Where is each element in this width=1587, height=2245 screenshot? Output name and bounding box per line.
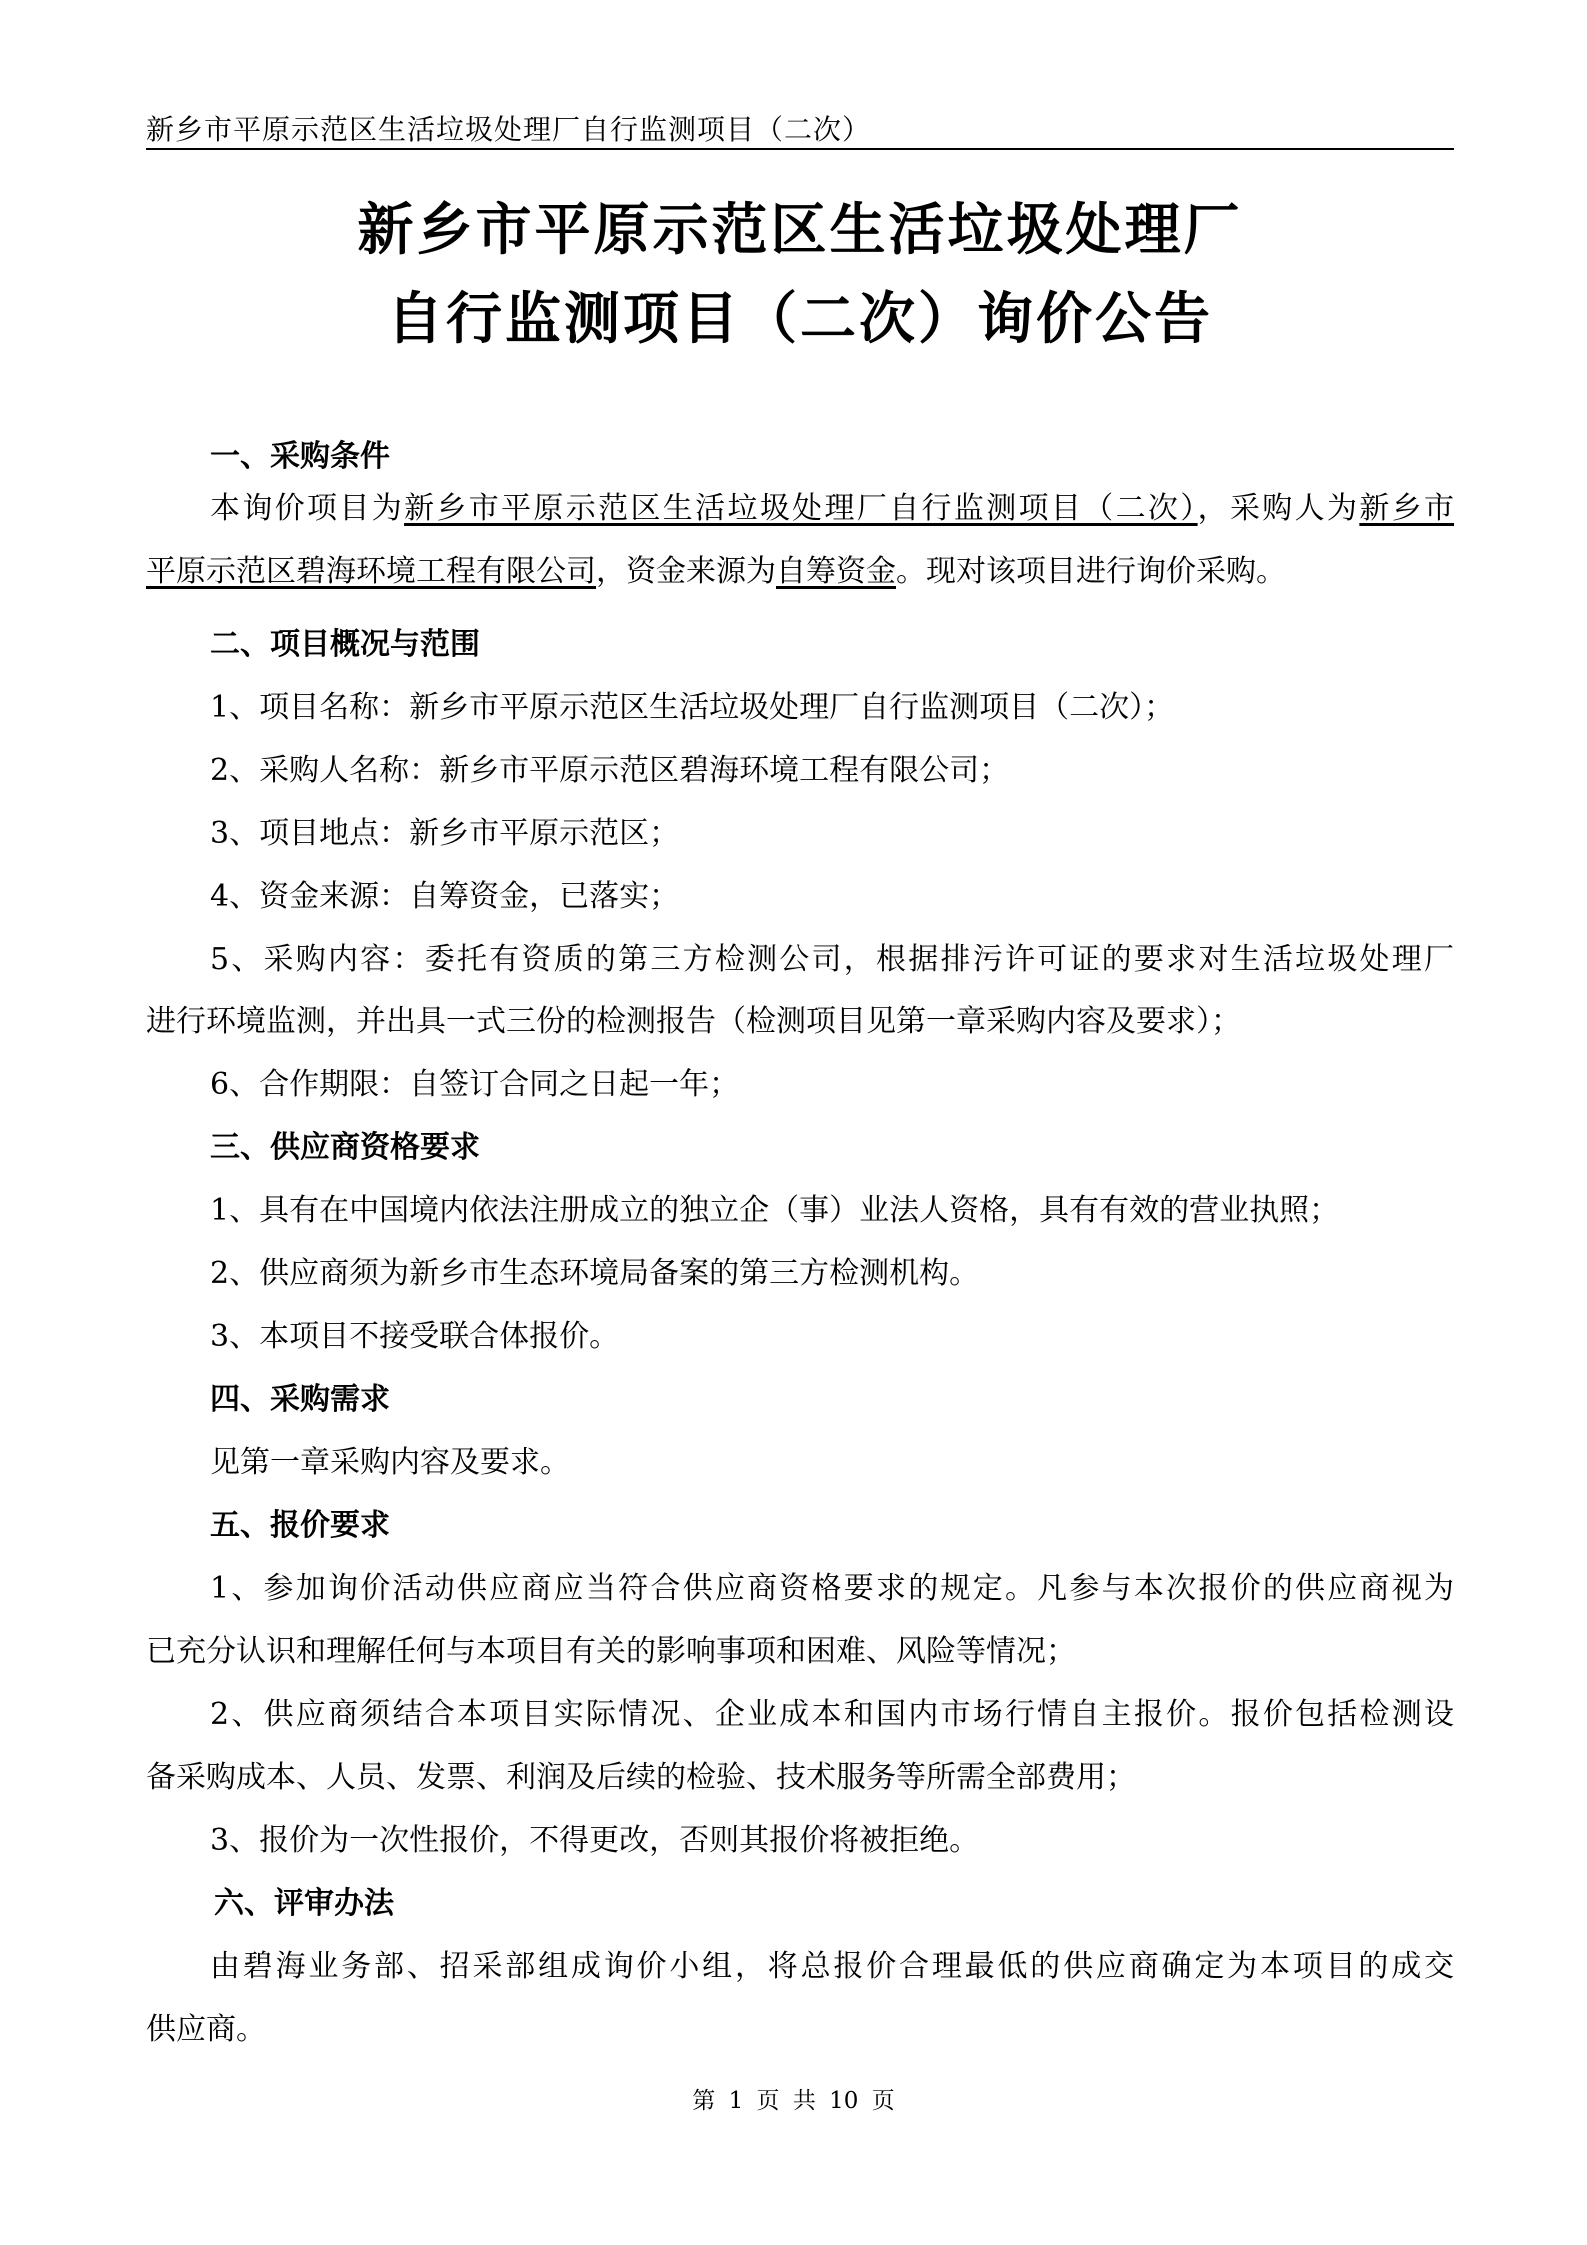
running-header — [146, 112, 1454, 150]
section-5-item-3: 3、报价为一次性报价，不得更改，否则其报价将被拒绝。 — [210, 1823, 980, 1858]
section-6-heading: 六、评审办法 — [214, 1886, 394, 1921]
document-title-line-1: 新乡市平原示范区生活垃圾处理厂 — [357, 198, 1243, 263]
section-2-item-5-line-2: 进行环境监测，并出具一式三份的检测报告（检测项目见第一章采购内容及要求）； — [146, 1004, 1241, 1039]
section-3-item-1: 1、具有在中国境内依法注册成立的独立企（事）业法人资格，具有有效的营业执照； — [210, 1193, 1340, 1228]
section-5-item-1-line-1: 1、参加询价活动供应商应当符合供应商资格要求的规定。凡参与本次报价的供应商视为 — [210, 1571, 1454, 1606]
section-6-text-line-1: 由碧海业务部、招采部组成询价小组，将总报价合理最低的供应商确定为本项目的成交 — [210, 1949, 1454, 1984]
section-1-paragraph-line-1 — [210, 489, 1454, 529]
section-3-item-2: 2、供应商须为新乡市生态环境局备案的第三方检测机构。 — [210, 1256, 980, 1291]
section-2-item-5-line-1: 5、采购内容：委托有资质的第三方检测公司，根据排污许可证的要求对生活垃圾处理厂 — [210, 942, 1454, 977]
section-1-text: 本询价项目为 — [210, 491, 405, 526]
buyer-name-underlined: 新乡市 — [1359, 491, 1455, 526]
section-4-heading: 四、采购需求 — [210, 1382, 390, 1417]
project-name-underlined: 新乡市平原示范区生活垃圾处理厂自行监测项目（二次） — [404, 491, 1198, 526]
fund-source-underlined: 自筹资金 — [776, 554, 896, 589]
section-5-heading: 五、报价要求 — [210, 1508, 390, 1543]
section-6-text-line-2: 供应商。 — [146, 2012, 266, 2047]
section-3-item-3: 3、本项目不接受联合体报价。 — [210, 1319, 620, 1354]
section-2-item-2: 2、采购人名称：新乡市平原示范区碧海环境工程有限公司； — [210, 753, 1010, 788]
section-2-heading: 二、项目概况与范围 — [210, 627, 480, 662]
page-number-footer: 第 1 页 共 10 页 — [692, 2088, 895, 2114]
section-3-heading: 三、供应商资格要求 — [210, 1130, 480, 1165]
running-header-text: 新乡市平原示范区生活垃圾处理厂自行监测项目（二次） — [146, 113, 872, 146]
section-2-item-1: 1、项目名称：新乡市平原示范区生活垃圾处理厂自行监测项目（二次）； — [210, 690, 1175, 725]
section-4-text: 见第一章采购内容及要求。 — [210, 1445, 570, 1480]
section-2-item-3: 3、项目地点：新乡市平原示范区； — [210, 816, 680, 851]
section-5-item-2-line-2: 备采购成本、人员、发票、利润及后续的检验、技术服务等所需全部费用； — [146, 1760, 1136, 1795]
section-2-item-4: 4、资金来源：自筹资金，已落实； — [210, 879, 680, 914]
document-title-line-2: 自行监测项目（二次）询价公告 — [387, 287, 1213, 352]
section-1-text: 。现对该项目进行询价采购。 — [896, 554, 1286, 589]
section-5-item-1-line-2: 已充分认识和理解任何与本项目有关的影响事项和困难、风险等情况； — [146, 1634, 1076, 1669]
buyer-name-underlined: 平原示范区碧海环境工程有限公司 — [146, 554, 596, 589]
section-1-heading: 一、采购条件 — [210, 439, 390, 474]
section-1-paragraph-line-2 — [146, 552, 1454, 592]
section-1-text: ，资金来源为 — [596, 554, 776, 589]
section-2-item-6: 6、合作期限：自签订合同之日起一年； — [210, 1067, 740, 1102]
section-5-item-2-line-1: 2、供应商须结合本项目实际情况、企业成本和国内市场行情自主报价。报价包括检测设 — [210, 1697, 1454, 1732]
section-1-text: ，采购人为 — [1197, 491, 1360, 526]
